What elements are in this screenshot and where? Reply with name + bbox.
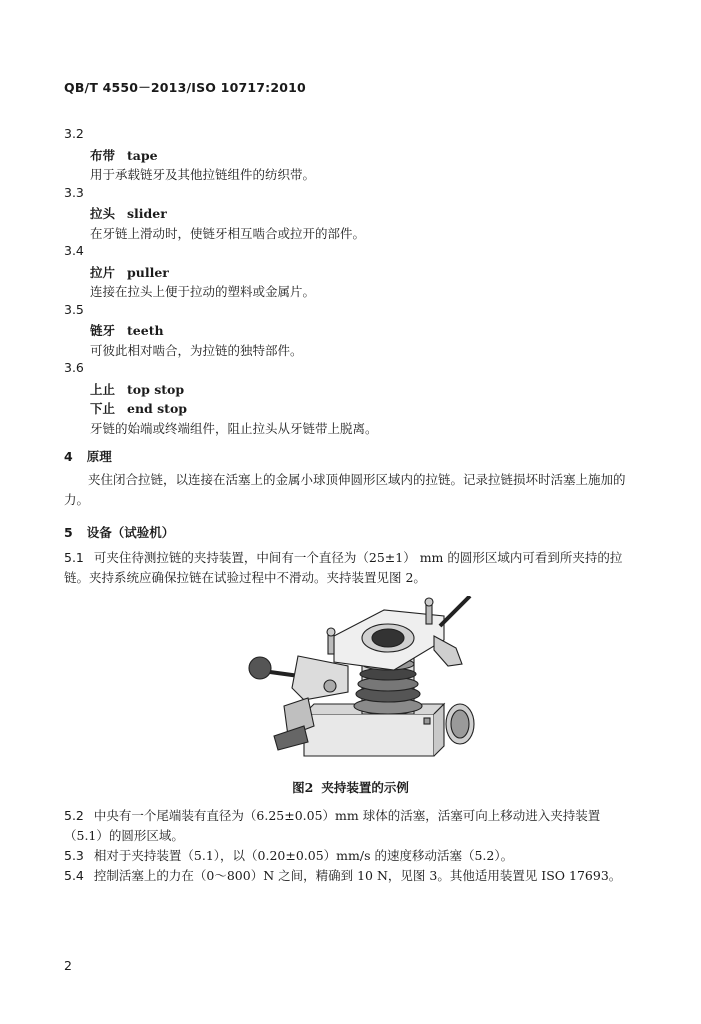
figure-caption [0,778,701,796]
term-number: 3.4 [64,243,84,258]
section-heading [64,523,174,541]
clause-number: 5.1 [64,550,84,565]
section-number: 4 [64,449,73,464]
term-en: teeth [127,323,164,338]
clause-text: 相对于夹持装置（5.1），以（0.20±0.05）mm/s 的速度移动活塞（5.2）。 [93,848,514,863]
page-number: 2 [64,958,72,973]
term-title [90,146,158,164]
term-title [90,204,167,222]
clause-5-2 [64,806,638,846]
term-definition: 连接在拉头上便于拉动的塑料或金属片。 [90,284,316,299]
term-en: end stop [127,401,188,416]
clause-number: 5.2 [64,808,84,823]
section-paragraph: 夹住闭合拉链，以连接在活塞上的金属小球顶伸圆形区域内的拉链。记录拉链损坏时活塞上施加的力。 [64,472,626,507]
term-zh: 布带 [90,148,116,163]
term-definition: 可彼此相对啮合，为拉链的独特部件。 [90,343,303,358]
term-definition: 用于承载链牙及其他拉链组件的纺织带。 [90,167,316,182]
term-definition: 牙链的始端或终端组件，阻止拉头从牙链带上脱离。 [90,421,378,436]
clause-5-1 [64,548,638,588]
term-title [90,380,184,398]
clause-5-3 [64,846,638,866]
term-zh: 拉片 [90,265,116,280]
term-en: top stop [127,382,185,397]
clause-5-4 [64,866,638,886]
clause-number: 5.4 [64,868,84,883]
clause-number: 5.3 [64,848,84,863]
term-number: 3.5 [64,302,84,317]
clause-text: 控制活塞上的力在（0～800）N 之间，精确到 10 N，见图 3。其他适用装置见 ISO 17693。 [93,868,622,883]
figure-title: 夹持装置的示例 [321,780,409,795]
term-number: 3.6 [64,360,84,375]
section-title: 原理 [86,449,112,464]
term-en: puller [127,265,169,280]
section-heading [64,447,112,465]
term-zh: 链牙 [90,323,116,338]
term-title [90,399,187,417]
term-number: 3.3 [64,185,84,200]
figure-label: 图2 [292,780,314,795]
term-title [90,321,164,339]
term-zh: 下止 [90,401,116,416]
term-en: tape [127,148,158,163]
term-definition: 在牙链上滑动时，使链牙相互啮合或拉开的部件。 [90,226,366,241]
term-number: 3.2 [64,126,84,141]
term-title [90,263,169,281]
section-title: 设备（试验机） [86,525,175,540]
clause-text: 可夹住待测拉链的夹持装置，中间有一个直径为（25±1） mm 的圆形区域内可看到所夹持的拉链。夹持系统应确保拉链在试验过程中不滑动。夹持装置见图 2。 [64,550,623,585]
term-en: slider [127,206,167,221]
clause-text: 中央有一个尾端装有直径为（6.25±0.05）mm 球体的活塞，活塞可向上移动进入夹持装置（5.1）的圆形区域。 [64,808,601,843]
clamping-device-figure [244,596,484,768]
section-number: 5 [64,525,73,540]
standard-code-header: QB/T 4550－2013/ISO 10717:2010 [64,80,306,95]
term-zh: 拉头 [90,206,116,221]
term-zh: 上止 [90,382,116,397]
